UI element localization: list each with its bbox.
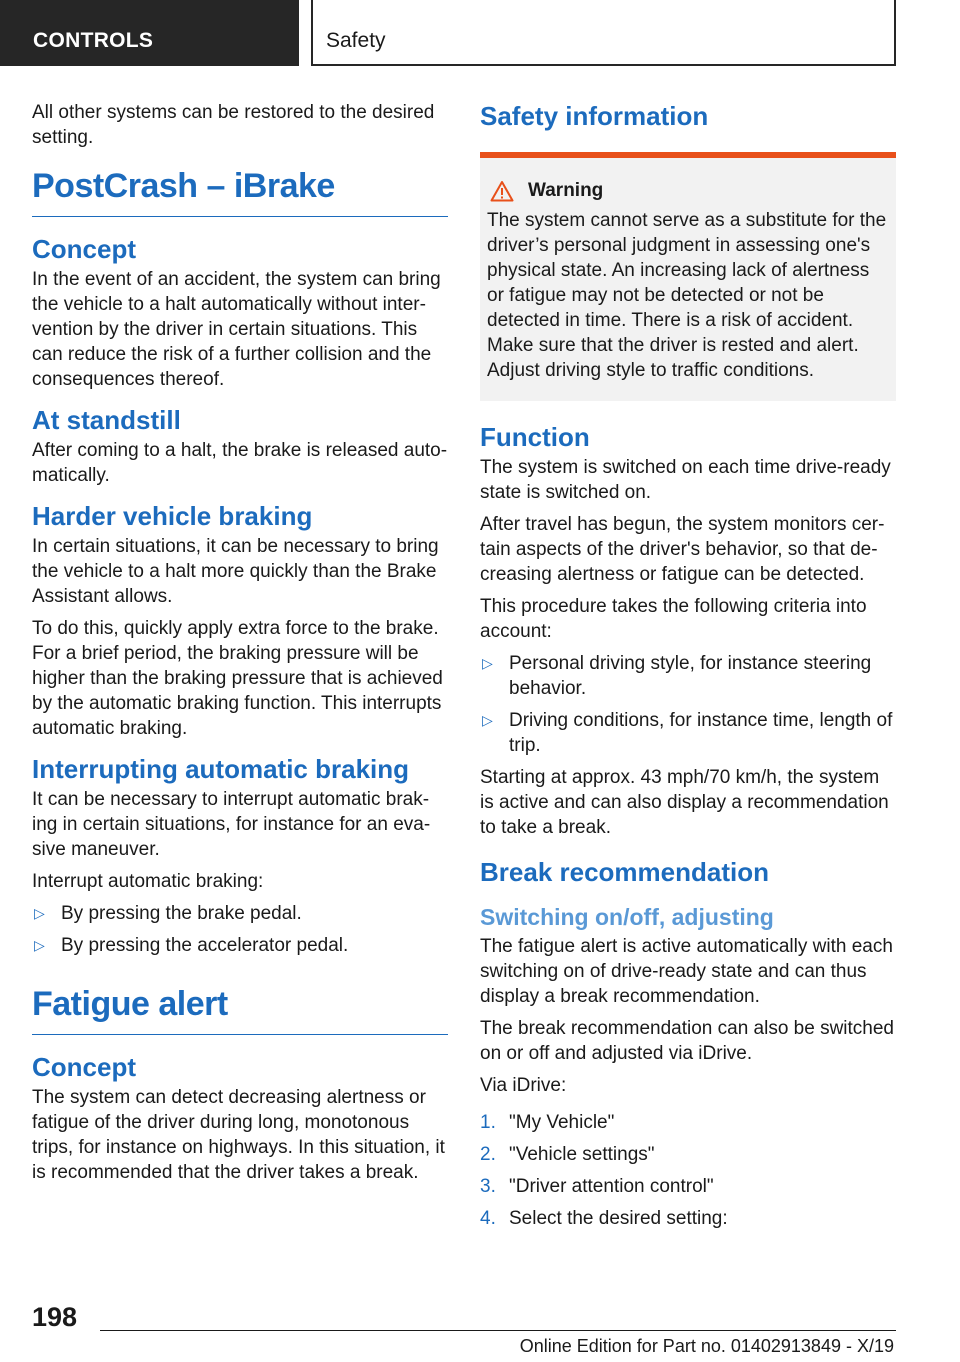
list-item: ▷ By pressing the brake pedal. [34, 903, 302, 924]
page-number: 198 [32, 1302, 78, 1332]
list-item: ▷ By pressing the accelerator pedal. [34, 935, 349, 956]
function-text-3: This procedure takes the following criteria into account: [480, 596, 867, 642]
list-item: 2. "Vehicle settings" [480, 1144, 655, 1165]
page-header [0, 0, 960, 66]
standstill-text: After coming to a halt, the brake is released automatically. [32, 440, 448, 486]
function-text-1: The system is switched on each time drive-ready state is switched on. [480, 457, 891, 503]
list-item: 4. Select the desired setting: [480, 1208, 728, 1229]
safety-info-heading: Safety information [480, 101, 709, 131]
list-item: 1. "My Vehicle" [480, 1112, 615, 1133]
subsection-tab [311, 0, 896, 66]
function-heading: Function [480, 422, 590, 452]
intro-text: All other systems can be restored to the desired setting. [32, 102, 435, 148]
left-column [32, 100, 448, 1192]
warning-text: The system cannot serve as a substitute for the driver’s personal judgment in assessing one's physical state. An increasing lack of alertness or fatigue may not be detected or not be detected in time. There is a risk of accident. Make sure that the driver is rested and alert. Adjust driving style to traffic conditions. [487, 210, 887, 381]
fatigue-concept-text: The system can detect decreasing alertness or fatigue of the driver during long, monotonous trips, for instance on highways. In this situation, it is recommended that the driver takes a break. [32, 1087, 445, 1183]
list-item: 3. "Driver attention control" [480, 1176, 714, 1197]
footer-divider [100, 1330, 896, 1331]
idrive-steps [480, 1110, 896, 1231]
concept-text: In the event of an accident, the system can bring the vehicle to a halt automatically without intervention by the driver in certain situations. This can reduce the risk of a further collision and the consequences thereof. [32, 269, 441, 390]
warning-title [487, 180, 889, 202]
interrupt-list [32, 901, 448, 958]
interrupt-text-2: Interrupt automatic braking: [32, 871, 264, 892]
warning-triangle-icon [490, 180, 514, 202]
switching-text-2: The break recommendation can also be switched on or off and adjusted via iDrive. [480, 1018, 895, 1064]
switching-text-3: Via iDrive: [480, 1075, 567, 1096]
triangle-right-icon: ▷ [34, 937, 45, 953]
harder-braking-heading: Harder vehicle braking [32, 501, 313, 531]
criteria-list [480, 651, 896, 758]
function-text-2: After travel has begun, the system monitors certain aspects of the driver's behavior, so that decreasing alertness or fatigue can be detected. [480, 514, 885, 585]
switching-heading: Switching on/off, adjusting [480, 904, 774, 930]
edition-text: Online Edition for Part no. 01402913849 - X/19 [519, 1336, 894, 1356]
concept-heading: Concept [32, 234, 136, 264]
triangle-right-icon: ▷ [482, 655, 493, 671]
switching-text-1: The fatigue alert is active automatically with each switching on of drive-ready state and can thus display a break recommendation. [480, 936, 893, 1007]
list-item: ▷ Driving conditions, for instance time, length of trip. [482, 710, 893, 756]
section-label: CONTROLS [33, 29, 154, 52]
warning-label: Warning [528, 180, 604, 201]
interrupt-text-1: It can be necessary to interrupt automatic braking in certain situations, for instance for an evasive maneuver. [32, 789, 431, 860]
harder-braking-text-1: In certain situations, it can be necessary to bring the vehicle to a halt more quickly than the Brake Assistant allows. [32, 536, 439, 607]
fatigue-title: Fatigue alert [32, 984, 448, 1035]
interrupt-heading: Interrupting automatic braking [32, 754, 410, 784]
warning-box [480, 152, 896, 401]
postcrash-title: PostCrash – iBrake [32, 166, 448, 217]
standstill-heading: At standstill [32, 405, 181, 435]
triangle-right-icon: ▷ [34, 905, 45, 921]
section-tab [0, 0, 299, 66]
function-text-4: Starting at approx. 43 mph/70 km/h, the system is active and can also display a recommendation to take a break. [480, 767, 889, 838]
right-column [480, 100, 896, 1238]
harder-braking-text-2: To do this, quickly apply extra force to the brake. For a brief period, the braking pressure will be higher than the braking pressure that is achieved by the automatic braking function. This interrupts automatic braking. [32, 618, 443, 739]
triangle-right-icon: ▷ [482, 712, 493, 728]
break-recommendation-heading: Break recommendation [480, 857, 769, 887]
fatigue-concept-heading: Concept [32, 1052, 136, 1082]
list-item: ▷ Personal driving style, for instance steering behavior. [482, 653, 872, 699]
subsection-label: Safety [326, 29, 386, 52]
